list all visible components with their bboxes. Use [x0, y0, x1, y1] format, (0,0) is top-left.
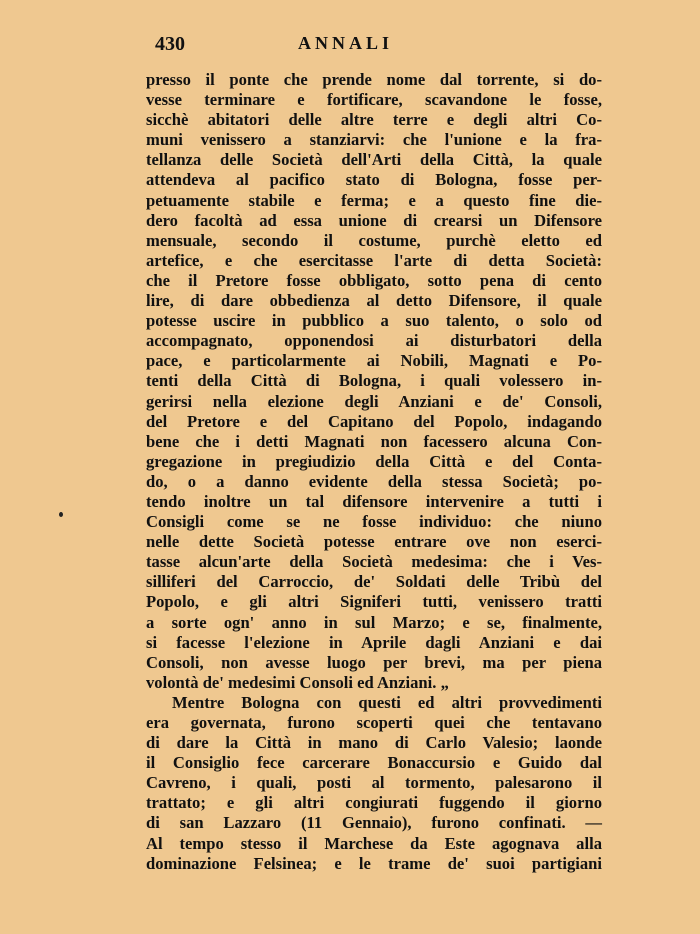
- text-line: Consigli come se ne fosse individuo: che niuno: [146, 512, 602, 532]
- text-line: era governata, furono scoperti quei che tentavano: [146, 713, 602, 732]
- text-line: tenti della Città di Bologna, i quali volessero in-: [146, 371, 602, 391]
- ink-speck: [59, 512, 63, 517]
- text-line: tasse alcun'arte della Società medesima: che i Ves-: [146, 552, 602, 572]
- text-line: do, o a danno evidente della stessa Società; po-: [146, 471, 602, 491]
- text-line: a sorte ogn' anno in sul Marzo; e se, finalmente,: [146, 612, 602, 632]
- text-line: vesse terminare e fortificare, scavandone le fosse,: [146, 90, 602, 110]
- text-line: del Pretore e del Capitano del Popolo, indagando: [146, 411, 602, 431]
- text-line: silliferi del Carroccio, de' Soldati delle Tribù del: [146, 572, 602, 592]
- text-line: dominazione Felsinea; e le trame de' suoi partigiani: [146, 853, 602, 873]
- text-line: che il Pretore fosse obbligato, sotto pena di cento: [146, 270, 602, 290]
- text-line: il Consiglio fece carcerare Bonaccursio e Guido dal: [146, 753, 602, 773]
- page-header: [0, 33, 700, 57]
- paragraph-start-line: Mentre Bologna con questi ed altri provvedimenti: [172, 692, 602, 712]
- text-line: petuamente stabile e ferma; e a questo fine die-: [146, 190, 602, 210]
- text-line: Consoli, non avesse luogo per brevi, ma per piena: [146, 652, 602, 672]
- text-line: dero facoltà ad essa unione di crearsi un Difensore: [146, 210, 602, 230]
- text-line: bene che i detti Magnati non facessero alcuna Con-: [146, 431, 602, 451]
- text-line: nelle dette Società potesse entrare ove non eserci-: [146, 532, 602, 552]
- text-line: lire, di dare obbedienza al detto Difensore, il quale: [146, 291, 602, 311]
- text-line: tendo inoltre un tal difensore intervenire a tutti i: [146, 491, 602, 511]
- text-line: gregazione in pregiudizio della Città e del Conta-: [146, 451, 602, 471]
- text-line: Cavreno, i quali, posti al tormento, palesarono il: [146, 773, 602, 793]
- text-line: si facesse l'elezione in Aprile dagli Anziani e dai: [146, 632, 602, 652]
- text-line: di dare la Città in mano di Carlo Valesio; laonde: [146, 733, 602, 753]
- text-line: gerirsi nella elezione degli Anziani e de' Consoli,: [146, 391, 602, 411]
- text-line: presso il ponte che prende nome dal torrente, si do-: [146, 70, 602, 89]
- text-line: pace, e particolarmente ai Nobili, Magnati e Po-: [146, 351, 602, 371]
- text-line: mensuale, secondo il costume, purchè eletto ed: [146, 230, 602, 250]
- running-title: ANNALI: [298, 33, 394, 53]
- text-line: Popolo, e gli altri Signiferi tutti, venissero tratti: [146, 592, 602, 612]
- text-line: artefice, e che esercitasse l'arte di detta Società:: [146, 250, 602, 270]
- text-line: muni venissero a stanziarvi: che l'unione e la fra-: [146, 130, 602, 150]
- text-line: sicchè abitatori delle altre terre e degli altri Co-: [146, 110, 602, 130]
- text-line: potesse uscire in pubblico a suo talento, o solo od: [146, 311, 602, 331]
- text-line: accompagnato, opponendosi ai disturbatori della: [146, 331, 602, 351]
- page-number: 430: [155, 33, 185, 55]
- text-line: attendeva al pacifico stato di Bologna, fosse per-: [146, 170, 602, 190]
- text-line: di san Lazzaro (11 Gennaio), furono confinati. —: [146, 813, 602, 833]
- text-line: Al tempo stesso il Marchese da Este agognava alla: [146, 833, 602, 853]
- body-text: [146, 70, 602, 874]
- text-line: tellanza delle Società dell'Arti della Città, la quale: [146, 150, 602, 170]
- paragraph-end-line: volontà de' medesimi Consoli ed Anziani. „: [146, 672, 449, 692]
- text-line: trattato; e gli altri congiurati fuggendo il giorno: [146, 793, 602, 813]
